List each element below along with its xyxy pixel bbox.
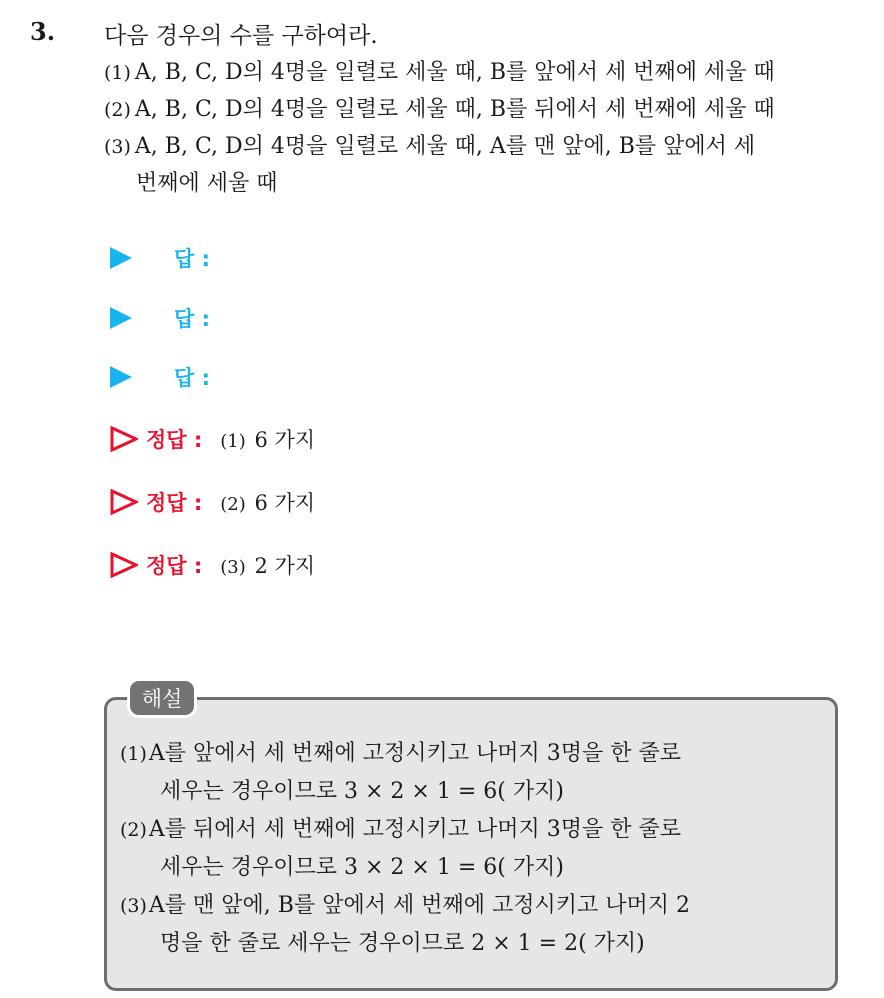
question-item-2 [104, 92, 775, 123]
answer-row-2[interactable] [110, 303, 210, 333]
question-number: 3. [30, 17, 56, 46]
explanation-line-1: (1)A를 앞에서 세 번째에 고정시키고 나머지 3명을 한 줄로 [120, 741, 682, 766]
solution-row-1 [110, 423, 315, 455]
solution-row-3 [110, 549, 315, 581]
item-text: A, B, C, D의 4명을 일렬로 세울 때, A를 맨 앞에, B를 앞에서 세 [134, 134, 756, 159]
answer-row-1[interactable] [110, 243, 210, 273]
answer-label: 답 : [174, 366, 210, 390]
question-item-1 [104, 55, 775, 86]
triangle-right-icon [110, 247, 132, 269]
item-number: (3) [104, 136, 131, 158]
solution-row-2 [110, 486, 315, 518]
item-number: (2) [104, 99, 131, 121]
triangle-outline-icon [110, 426, 138, 452]
question-item-3-continued: 번째에 세울 때 [136, 171, 278, 196]
explanation-line-1-continued: 세우는 경우이므로 3 × 2 × 1 = 6( 가지) [160, 779, 564, 804]
solution-value: (2) 6 가지 [220, 491, 316, 515]
answer-row-3[interactable] [110, 362, 210, 392]
triangle-outline-icon [110, 489, 138, 515]
item-text: A, B, C, D의 4명을 일렬로 세울 때, B를 앞에서 세 번째에 세울 때 [134, 60, 775, 85]
question-title: 다음 경우의 수를 구하여라. [104, 23, 378, 49]
solution-label: 정답 : [146, 554, 203, 578]
explanation-line-3-continued: 명을 한 줄로 세우는 경우이므로 2 × 1 = 2( 가지) [160, 931, 645, 956]
item-number: (1) [104, 62, 131, 84]
solution-value: (3) 2 가지 [220, 554, 316, 578]
answer-label: 답 : [174, 307, 210, 331]
solution-value: (1) 6 가지 [220, 428, 316, 452]
solution-label: 정답 : [146, 491, 203, 515]
triangle-right-icon [110, 366, 132, 388]
triangle-right-icon [110, 307, 132, 329]
answer-label: 답 : [174, 247, 210, 271]
explanation-line-2: (2)A를 뒤에서 세 번째에 고정시키고 나머지 3명을 한 줄로 [120, 817, 682, 842]
explanation-line-3: (3)A를 맨 앞에, B를 앞에서 세 번째에 고정시키고 나머지 2 [120, 893, 690, 918]
question-item-3 [104, 129, 755, 160]
explanation-line-2-continued: 세우는 경우이므로 3 × 2 × 1 = 6( 가지) [160, 855, 564, 880]
explanation-tag: 해설 [127, 678, 197, 718]
solution-label: 정답 : [146, 428, 203, 452]
item-text: A, B, C, D의 4명을 일렬로 세울 때, B를 뒤에서 세 번째에 세울 때 [134, 97, 775, 122]
triangle-outline-icon [110, 552, 138, 578]
